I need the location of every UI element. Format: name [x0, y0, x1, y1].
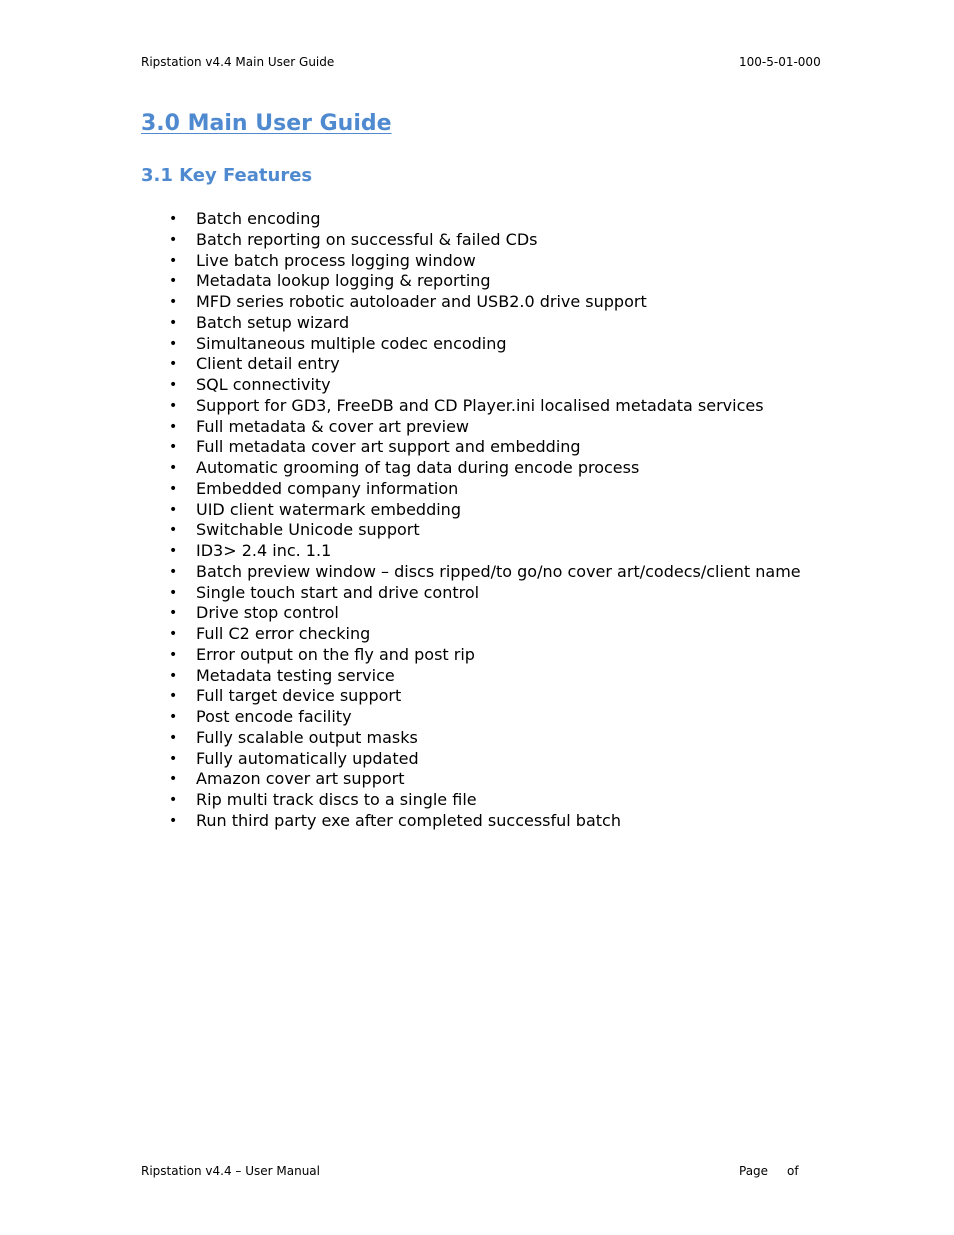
feature-text: ID3> 2.4 inc. 1.1: [196, 541, 332, 560]
feature-text: Amazon cover art support: [196, 769, 405, 789]
feature-list-item: [166, 603, 886, 624]
bullet-icon: •: [169, 211, 178, 227]
bullet-icon: •: [169, 522, 178, 539]
feature-text: Drive stop control: [196, 603, 339, 623]
bullet-icon: •: [169, 397, 178, 414]
feature-list-item: [166, 230, 886, 251]
bullet-icon: •: [169, 501, 178, 518]
bullet-icon: •: [169, 646, 178, 663]
feature-list-item: [166, 645, 886, 666]
feature-list-item: [166, 271, 886, 292]
feature-text: Metadata testing service: [196, 665, 395, 685]
bullet-icon: •: [169, 812, 178, 829]
feature-list-item: [166, 417, 886, 438]
bullet-icon: •: [169, 335, 178, 352]
bullet-icon: •: [169, 356, 178, 373]
bullet-icon: •: [169, 688, 178, 705]
feature-list-item: [166, 749, 886, 770]
bullet-icon: •: [169, 231, 178, 248]
footer-title: Ripstation v4.4 – User Manual: [141, 1164, 320, 1178]
feature-text: Post encode facility: [196, 707, 352, 726]
feature-text: Client detail entry: [196, 354, 340, 374]
feature-text: SQL connectivity: [196, 375, 331, 394]
feature-list-item: [166, 437, 886, 458]
bullet-icon: •: [169, 729, 178, 746]
feature-text: Automatic grooming of tag data during encode process: [196, 458, 640, 477]
subsection-heading: 3.1 Key Features: [141, 165, 313, 186]
feature-list-item: [166, 686, 886, 707]
feature-list-item: [166, 790, 886, 811]
bullet-icon: •: [169, 418, 178, 435]
feature-text: Run third party exe after completed successful batch: [196, 810, 621, 830]
bullet-icon: •: [169, 273, 178, 290]
bullet-icon: •: [169, 626, 178, 642]
key-features-list: [166, 209, 886, 832]
feature-text: MFD series robotic autoloader and USB2.0 drive support: [196, 292, 647, 311]
bullet-icon: •: [169, 480, 178, 497]
running-header-doc-number: 100-5-01-000: [739, 55, 821, 69]
bullet-icon: •: [169, 750, 178, 767]
feature-text: Error output on the fly and post rip: [196, 644, 475, 664]
feature-text: Batch reporting on successful & failed CDs: [196, 229, 538, 249]
feature-text: Batch encoding: [196, 209, 321, 228]
feature-text: Live batch process logging window: [196, 250, 476, 270]
feature-list-item: [166, 375, 886, 396]
bullet-icon: •: [169, 605, 178, 622]
bullet-icon: •: [169, 584, 178, 601]
feature-list-item: [166, 209, 886, 230]
bullet-icon: •: [169, 543, 178, 559]
section-heading[interactable]: 3.0 Main User Guide: [141, 111, 392, 136]
feature-text: Simultaneous multiple codec encoding: [196, 333, 507, 353]
bullet-icon: •: [169, 314, 178, 331]
bullet-icon: •: [169, 792, 178, 808]
bullet-icon: •: [169, 439, 178, 456]
feature-list-item: [166, 541, 886, 562]
bullet-icon: •: [169, 460, 178, 476]
bullet-icon: •: [169, 709, 178, 725]
feature-text: Full metadata & cover art preview: [196, 416, 470, 436]
feature-text: Embedded company information: [196, 478, 459, 498]
feature-list-item: [166, 500, 886, 521]
feature-text: Fully automatically updated: [196, 748, 419, 768]
feature-list-item: [166, 520, 886, 541]
feature-list-item: [166, 811, 886, 832]
feature-list-item: [166, 334, 886, 355]
bullet-icon: •: [169, 252, 178, 269]
feature-list-item: [166, 313, 886, 334]
feature-list-item: [166, 707, 886, 728]
feature-text: Full C2 error checking: [196, 624, 371, 643]
feature-list-item: [166, 292, 886, 313]
feature-text: Full target device support: [196, 686, 402, 706]
feature-text: Support for GD3, FreeDB and CD Player.ini localised metadata services: [196, 395, 764, 415]
running-header-title: Ripstation v4.4 Main User Guide: [141, 55, 335, 69]
feature-list-item: [166, 666, 886, 687]
feature-text: Rip multi track discs to a single file: [196, 790, 477, 809]
feature-text: Fully scalable output masks: [196, 727, 418, 747]
feature-list-item: [166, 458, 886, 479]
bullet-icon: •: [169, 563, 178, 580]
feature-list-item: [166, 583, 886, 604]
feature-list-item: [166, 624, 886, 645]
footer-of-label: of: [787, 1164, 799, 1178]
feature-text: Batch setup wizard: [196, 312, 350, 332]
feature-list-item: [166, 354, 886, 375]
bullet-icon: •: [169, 771, 178, 788]
feature-text: Switchable Unicode support: [196, 520, 420, 540]
bullet-icon: •: [169, 667, 178, 684]
feature-list-item: [166, 251, 886, 272]
feature-list-item: [166, 728, 886, 749]
feature-text: Single touch start and drive control: [196, 582, 480, 602]
feature-text: Full metadata cover art support and embedding: [196, 437, 581, 457]
bullet-icon: •: [169, 294, 178, 310]
feature-list-item: [166, 769, 886, 790]
feature-list-item: [166, 562, 886, 583]
feature-list-item: [166, 479, 886, 500]
bullet-icon: •: [169, 377, 178, 393]
feature-list-item: [166, 396, 886, 417]
feature-text: Batch preview window – discs ripped/to go/no cover art/codecs/client name: [196, 561, 801, 581]
feature-text: Metadata lookup logging & reporting: [196, 271, 491, 291]
feature-text: UID client watermark embedding: [196, 499, 461, 519]
footer-page-label: Page: [739, 1164, 769, 1178]
